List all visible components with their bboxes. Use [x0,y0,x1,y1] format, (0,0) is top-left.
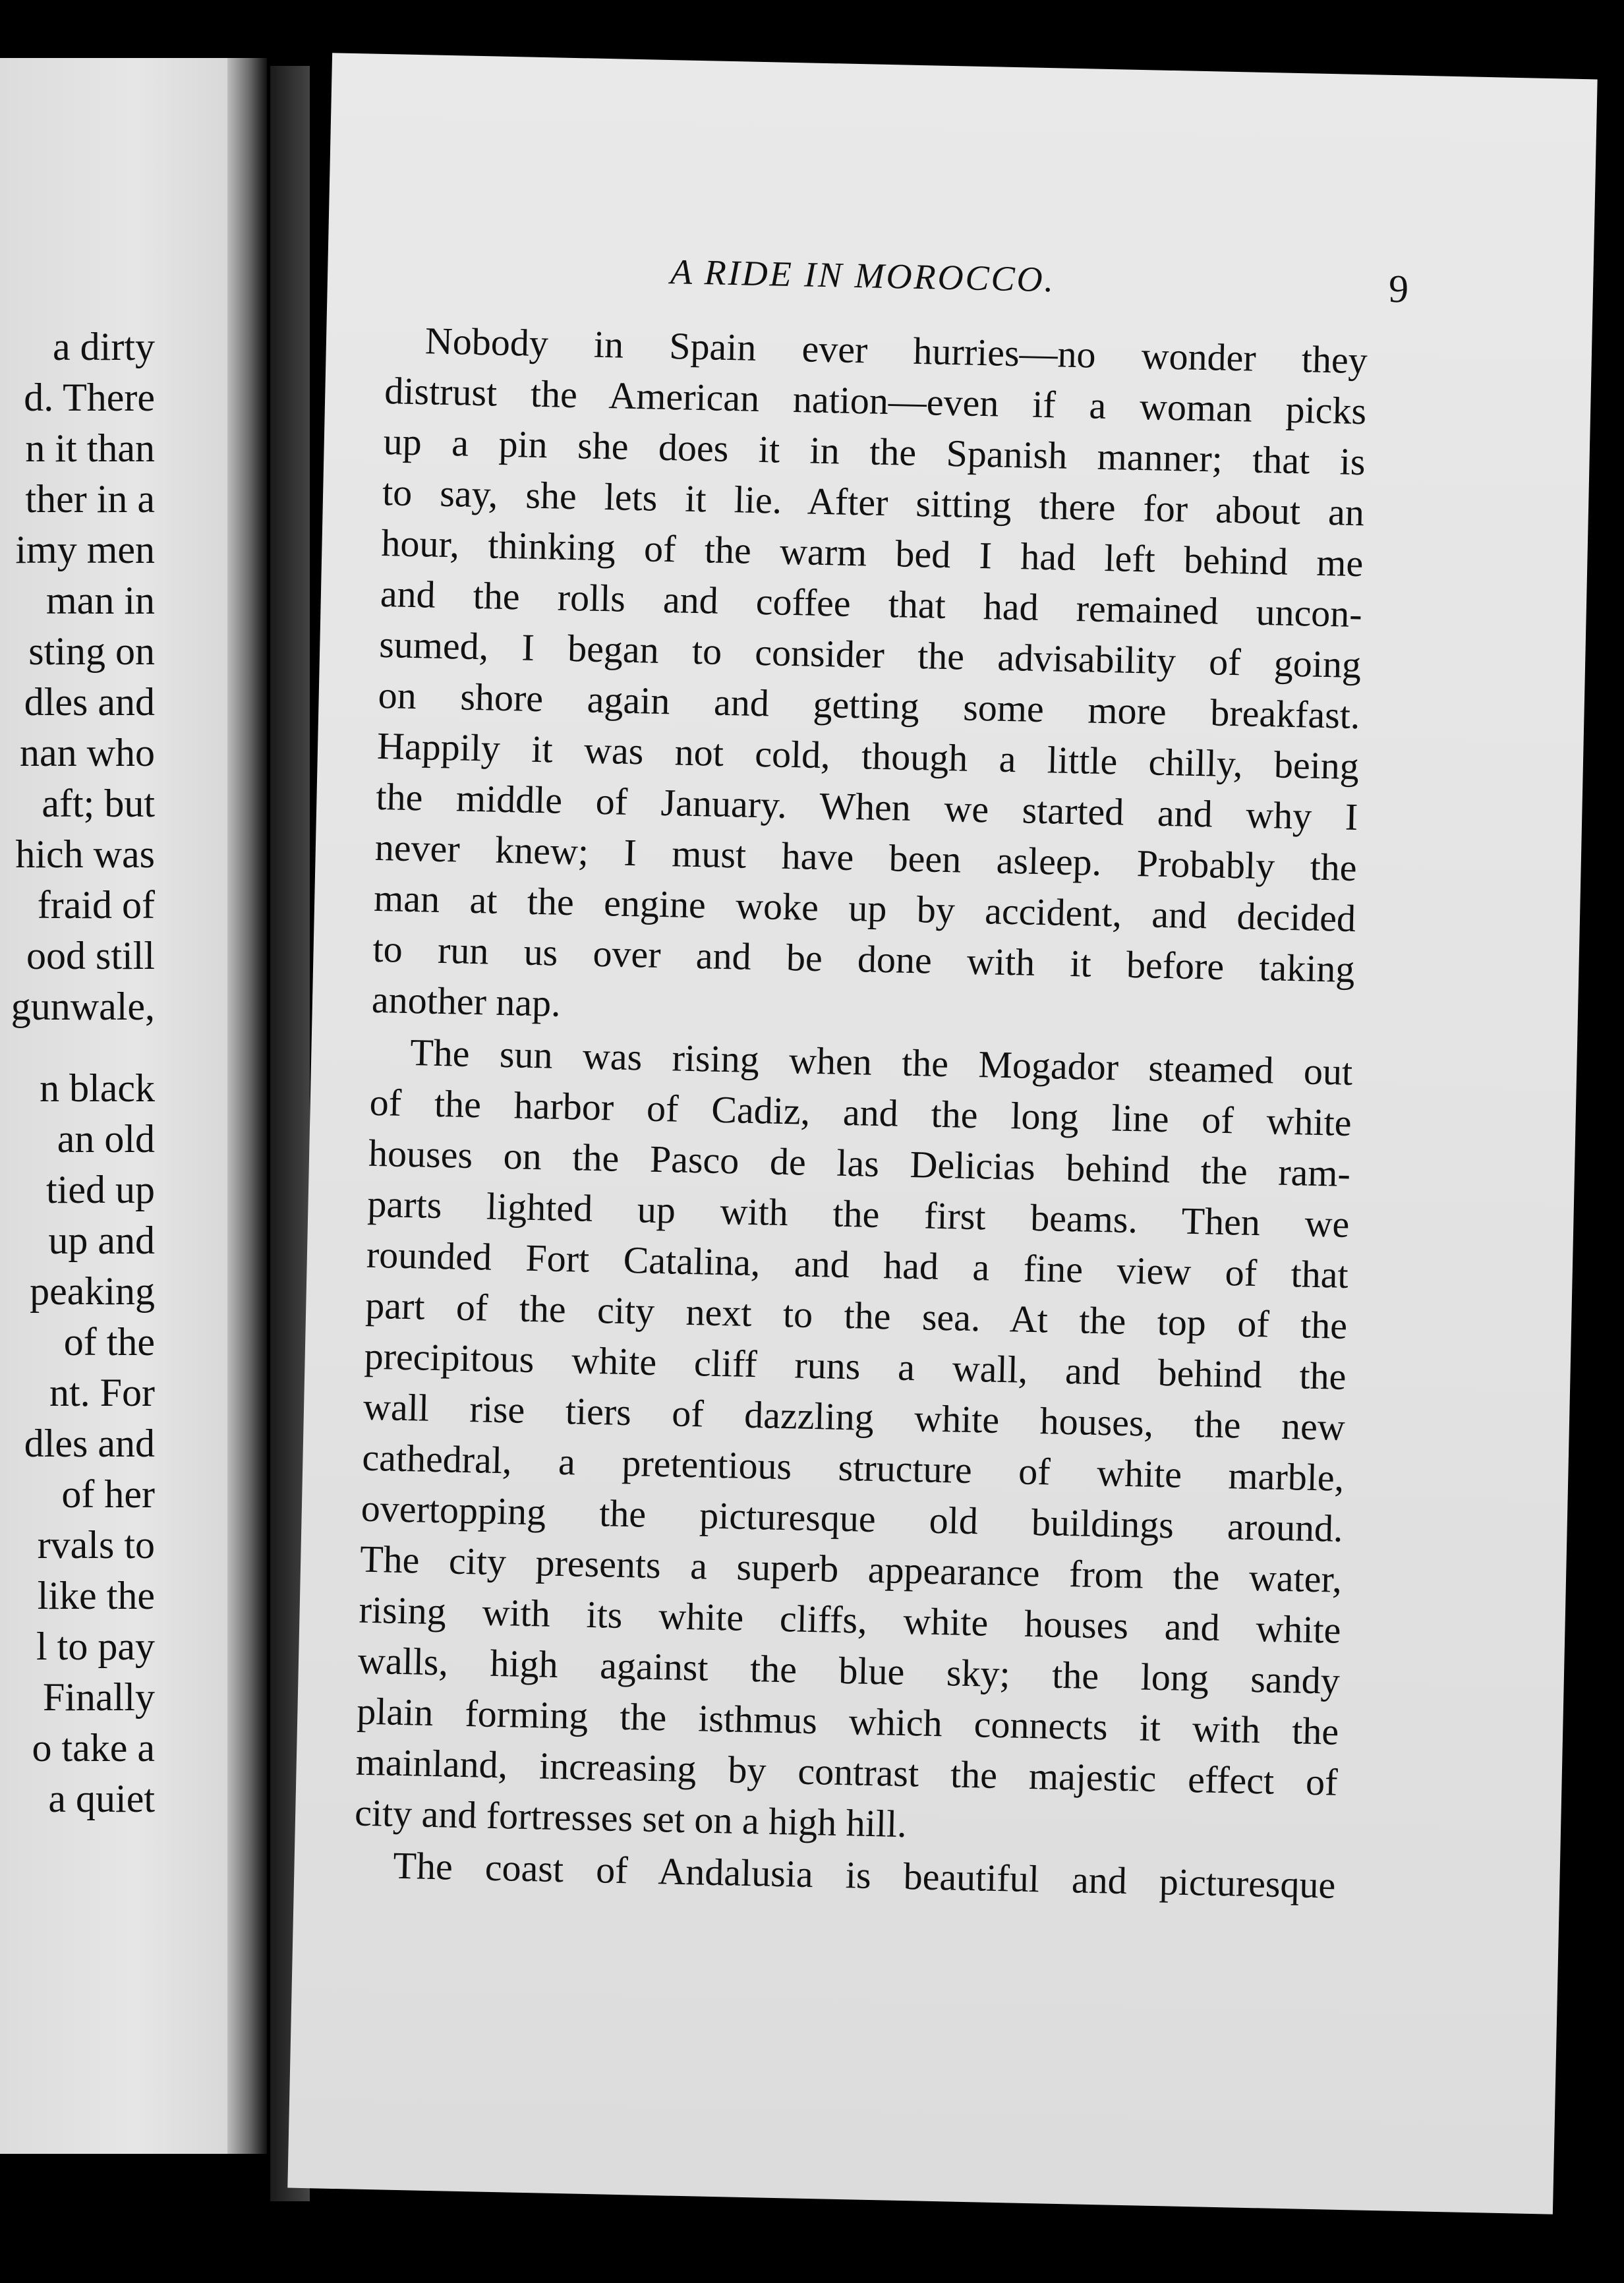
text-line: parts lighted up with the first beams. Then we [366,1182,1350,1246]
left-line: like the [37,1574,155,1617]
text-line: The sun was rising when the Mogador steamed out [409,1031,1353,1094]
text-line: Nobody in Spain ever hurries—no wonder they [424,319,1368,382]
left-line: gunwale, [11,985,155,1028]
text-line: man at the engine woke up by accident, and decided [373,876,1356,940]
text-line: city and fortresses set on a high hill. [354,1791,908,1846]
left-line: a quiet [48,1777,155,1820]
text-line: to run us over and be done with it before taking [372,927,1356,991]
left-line: an old [57,1117,155,1161]
text-line: plain forming the isthmus which connects it with the [356,1689,1339,1753]
left-line: ood still [26,934,155,977]
text-line: the middle of January. When we started and why I [375,774,1358,839]
left-facing-page [0,58,227,2154]
book-page [287,53,1597,2214]
paragraph [354,1026,1352,1859]
left-line: l to pay [36,1625,155,1668]
text-line: mainland, increasing by contrast the majestic effect of [355,1740,1339,1804]
page-number: 9 [1388,266,1409,311]
left-line: sting on [28,629,155,673]
left-line: of her [61,1472,155,1516]
left-line: Finally [42,1675,155,1719]
left-line: up and [48,1219,155,1262]
text-line: up a pin she does it in the Spanish manner; that is [383,420,1366,484]
left-line: d. There [24,376,155,419]
left-line: n black [40,1066,155,1110]
left-line: peaking [30,1269,155,1313]
book-gutter [227,58,267,2154]
text-line: rounded Fort Catalina, and had a fine view of that [366,1232,1349,1296]
left-line: man in [46,579,155,622]
left-line: rvals to [37,1523,155,1567]
left-line: ther in a [25,477,155,521]
left-line: dles and [24,1422,155,1465]
left-line: aft; but [42,782,155,825]
left-line: nt. For [49,1371,155,1414]
left-line: hich was [15,832,155,876]
left-line: of the [63,1320,155,1364]
text-line: houses on the Pasco de las Delicias behind the ram- [368,1131,1351,1195]
text-line: walls, high against the blue sky; the long sandy [357,1638,1341,1702]
running-title: A RIDE IN MOROCCO. [670,252,1056,300]
text-line: wall rise tiers of dazzling white houses, the new [362,1385,1346,1449]
left-line: tied up [46,1168,155,1211]
left-line: a dirty [53,325,155,368]
text-line: of the harbor of Cadiz, and the long line of white [369,1080,1352,1144]
text-line: overtopping the picturesque old buildings around. [361,1486,1344,1550]
text-line: hour, thinking of the warm bed I had left behind me [380,521,1364,585]
text-line: The coast of Andalusia is beautiful and picturesque [392,1843,1336,1907]
text-line: distrust the American nation—even if a woman picks [384,369,1367,433]
left-line: nan who [20,731,155,774]
left-line: o take a [32,1726,155,1770]
text-line: sumed, I began to consider the advisability of going [378,622,1362,687]
text-line: on shore again and getting some more breakfast. [378,673,1361,737]
body-text [353,314,1368,1911]
left-line: dles and [24,680,155,724]
text-line: and the rolls and coffee that had remained uncon- [380,571,1363,636]
text-line: never knew; I must have been asleep. Probably the [374,825,1358,890]
left-page-text [0,322,227,1824]
left-line: n it than [25,426,155,470]
text-line: part of the city next to the sea. At the top of the [364,1283,1348,1347]
text-line: cathedral, a pretentious structure of white marble, [361,1435,1345,1499]
left-line: imy men [15,528,155,571]
left-line: fraid of [37,883,155,927]
text-line: The city presents a superb appearance from the water, [359,1537,1343,1601]
text-line: precipitous white cliff runs a wall, and behind the [364,1334,1347,1398]
text-line: to say, she lets it lie. After sitting there for about an [382,470,1365,535]
text-line: Happily it was not cold, though a little chilly, being [376,724,1360,788]
paragraph [371,314,1368,1045]
running-head [327,244,1409,326]
text-line: rising with its white cliffs, white houses and white [359,1588,1342,1652]
text-line: another nap. [371,977,562,1025]
